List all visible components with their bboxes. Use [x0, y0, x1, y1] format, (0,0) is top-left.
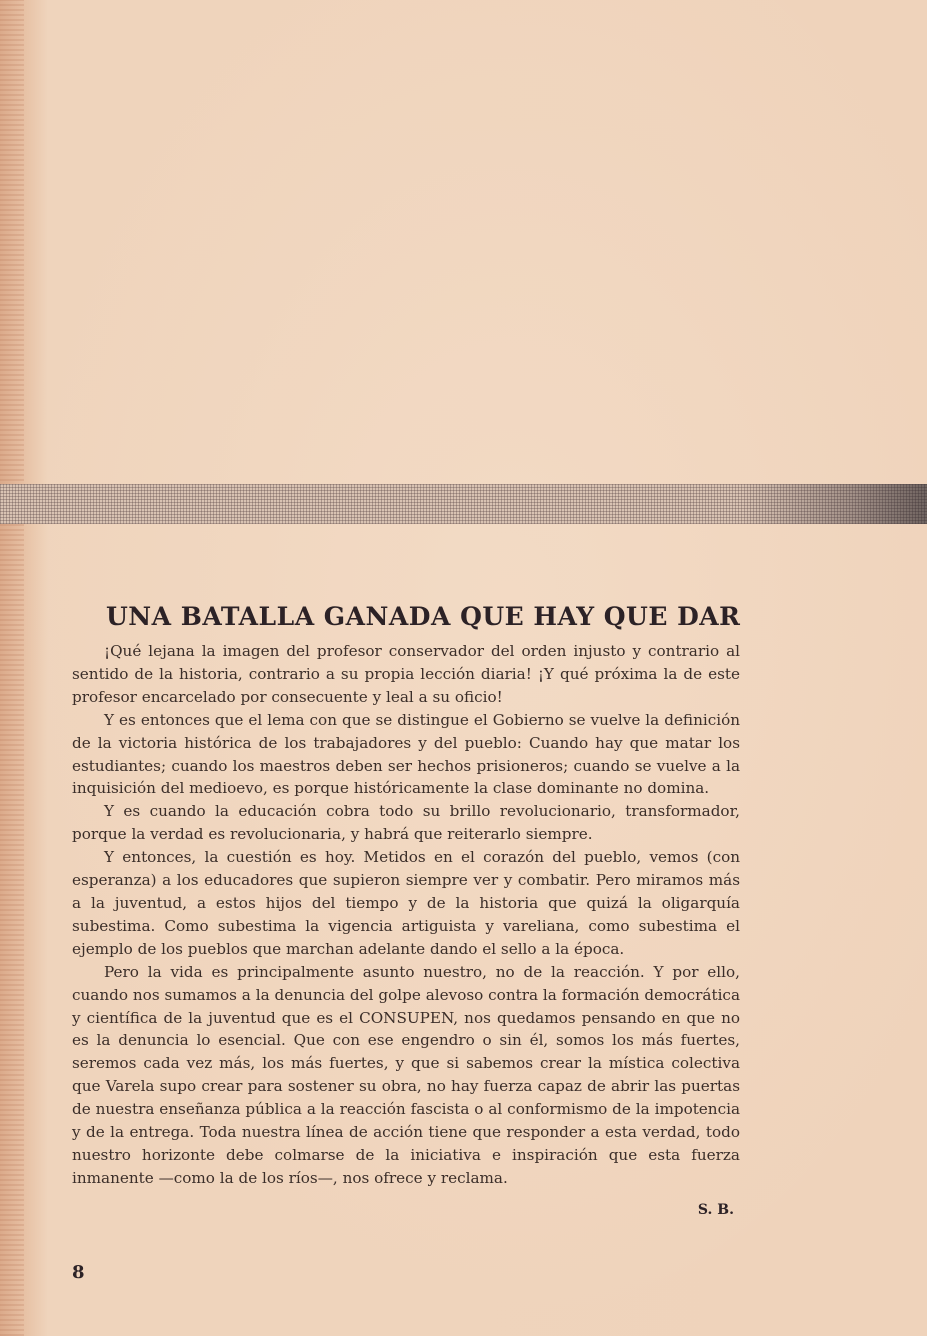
article: [72, 598, 740, 1218]
paragraph: Y es cuando la educación cobra todo su brillo revolucionario, transformador, porque la verdad es revolucionaria, y habrá que reiterarlo siempre.: [72, 802, 740, 844]
article-body: [72, 640, 740, 1190]
paragraph: ¡Qué lejana la imagen del profesor conservador del orden injusto y contrario al sentido de la historia, contrario a su propia lección diaria! ¡Y qué próxima la de este profesor encarcelado por consecuente y leal a su oficio!: [72, 642, 740, 706]
headline-row: [72, 598, 740, 634]
paragraph: Y es entonces que el lema con que se distingue el Gobierno se vuelve la definición de la victoria histórica de los trabajadores y del pueblo: Cuando hay que matar los estudiantes; cuando los maestros deben ser hechos prisioneros; cuando se vuelve a la inquisición del medioevo, es porque históricamente la clase dominante no domina.: [72, 710, 740, 798]
halftone-band-shadow: [740, 484, 927, 524]
page-number: 8: [72, 1262, 85, 1283]
paragraph: Pero la vida es principalmente asunto nuestro, no de la reacción. Y por ello, cuando nos sumamos a la denuncia del golpe alevoso contra la formación democrática y científica de la juventud que es el CONSUPEN, nos quedamos pensando en que no es la denuncia lo esencial. Que con ese engendro o sin él, somos los más fuertes, seremos cada vez más, los más fuertes, y que si sabemos crear la mística colectiva que Varela supo crear para sostener su obra, no hay fuerza capaz de abrir las puertas de nuestra enseñanza pública a la reacción fascista o al conformismo de la impotencia y de la entrega. Toda nuestra línea de acción tiene que responder a esta verdad, todo nuestro horizonte debe colmarse de la iniciativa e inspiración que esta fuerza inmanente —como la de los ríos—, nos ofrece y reclama.: [72, 962, 740, 1187]
paragraph: Y entonces, la cuestión es hoy. Metidos en el corazón del pueblo, vemos (con esperanza) a los educadores que supieron siempre ver y combatir. Pero miramos más a la juventud, a estos hijos del tiempo y de la historia que quizá la oligarquía subestima. Como subestima la vigencia artiguista y vareliana, como subestima el ejemplo de los pueblos que marchan adelante dando el sello a la época.: [72, 848, 740, 958]
article-headline: UNA BATALLA GANADA QUE HAY QUE DAR: [106, 601, 741, 631]
author-signature: S. B.: [697, 1201, 734, 1218]
page-edge-stain: [0, 0, 24, 1336]
